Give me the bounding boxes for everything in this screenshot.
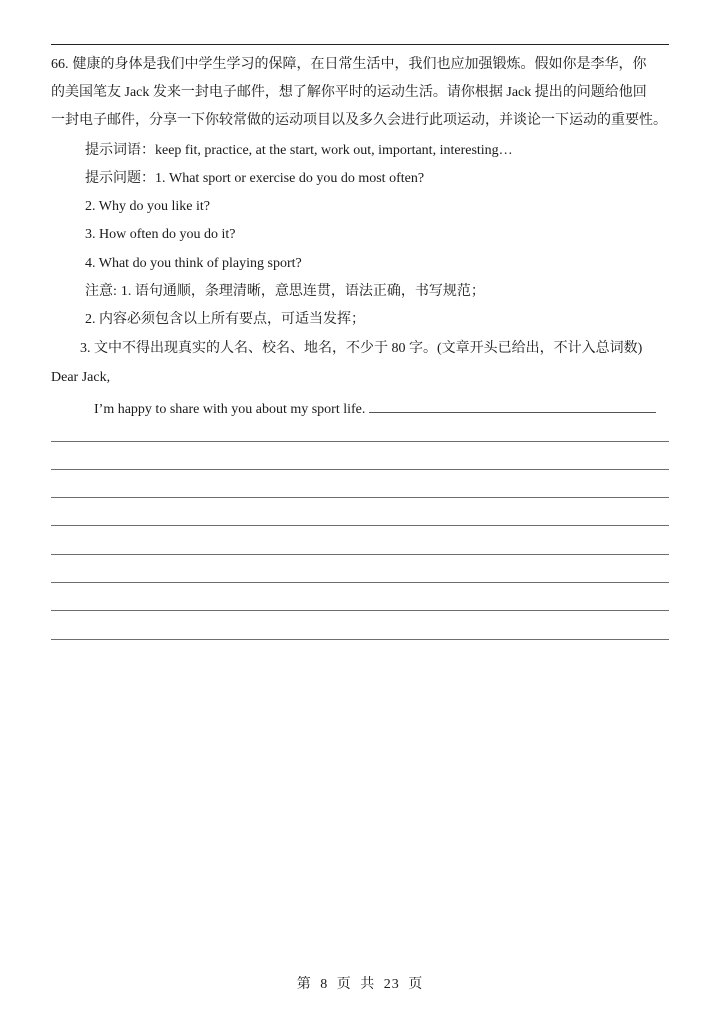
letter-opening: I’m happy to share with you about my sport life. xyxy=(94,402,366,417)
hint-question-3: 3. How often do you do it? xyxy=(85,227,236,242)
answer-line-1[interactable] xyxy=(51,441,669,442)
notes-label: 注意: xyxy=(85,284,117,299)
note-1: 注意: 1. 语句通顺，条理清晰，意思连贯，语法正确，书写规范； xyxy=(85,284,485,299)
hint-question-4: 4. What do you think of playing sport? xyxy=(85,256,302,271)
page-footer: 第 8 页 共 23 页 xyxy=(296,977,424,992)
note-2: 2. 内容必须包含以上所有要点，可适当发挥； xyxy=(85,312,365,327)
answer-line-8[interactable] xyxy=(51,639,669,640)
answer-line-2[interactable] xyxy=(51,469,669,470)
note-3: 3. 文中不得出现真实的人名、校名、地名，不少于 80 字。(文章开头已给出，不计入总词数) xyxy=(80,341,643,356)
letter-salutation: Dear Jack, xyxy=(51,370,111,385)
question-prompt-line-1: 66. 健康的身体是我们中学生学习的保障，在日常生活中，我们也应加强锻炼。假如你是李华，你 xyxy=(51,57,647,72)
answer-blank-inline[interactable] xyxy=(369,398,656,413)
hint-words xyxy=(85,142,513,160)
header-rule xyxy=(51,44,669,45)
letter-opening-line xyxy=(94,398,656,419)
answer-line-5[interactable] xyxy=(51,554,669,555)
hint-words-label: 提示词语： xyxy=(85,143,155,158)
question-prompt-line-3: 一封电子邮件，分享一下你较常做的运动项目以及多久会进行此项运动，并谈论一下运动的重要性。 xyxy=(51,113,667,128)
hint-question-1: 提示问题：1. What sport or exercise do you do most often? xyxy=(85,171,425,186)
hint-words-text: keep fit, practice, at the start, work out, important, interesting… xyxy=(155,143,513,158)
answer-line-4[interactable] xyxy=(51,525,669,526)
question-number: 66. xyxy=(51,57,69,72)
answer-line-3[interactable] xyxy=(51,497,669,498)
answer-line-6[interactable] xyxy=(51,582,669,583)
answer-line-7[interactable] xyxy=(51,610,669,611)
question-prompt-line-2: 的美国笔友 Jack 发来一封电子邮件，想了解你平时的运动生活。请你根据 Jack 提出的问题给他回 xyxy=(51,85,647,100)
hint-questions-label: 提示问题： xyxy=(85,171,155,186)
hint-question-2: 2. Why do you like it? xyxy=(85,199,210,214)
